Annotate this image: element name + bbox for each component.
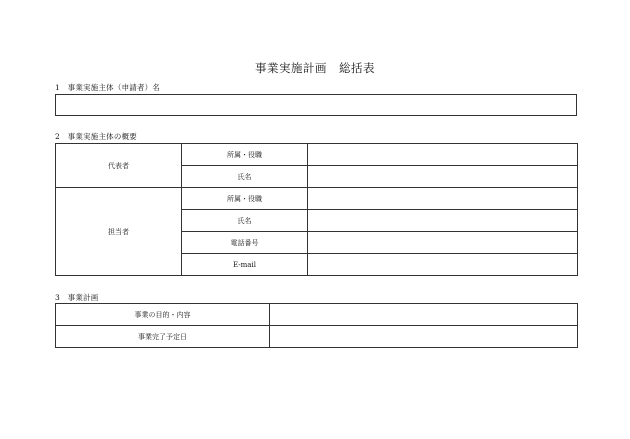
section3-heading: 3 事業計画 — [55, 293, 99, 302]
contact-email-label: E-mail — [182, 254, 308, 276]
table-row — [56, 304, 578, 326]
purpose-label: 事業の目的・内容 — [56, 304, 270, 326]
rep-name-field[interactable] — [308, 166, 578, 188]
purpose-field[interactable] — [270, 304, 578, 326]
table-row — [56, 144, 578, 166]
table-row — [56, 188, 578, 210]
contact-name-field[interactable] — [308, 210, 578, 232]
rep-position-field[interactable] — [308, 144, 578, 166]
contact-label: 担当者 — [56, 188, 182, 276]
page-title: 事業実施計画 総括表 — [255, 61, 375, 75]
contact-name-label: 氏名 — [182, 210, 308, 232]
contact-position-field[interactable] — [308, 188, 578, 210]
completion-date-field[interactable] — [270, 326, 578, 348]
table-row — [56, 326, 578, 348]
contact-phone-label: 電話番号 — [182, 232, 308, 254]
representative-label: 代表者 — [56, 144, 182, 188]
plan-table — [55, 303, 578, 348]
contact-email-field[interactable] — [308, 254, 578, 276]
contact-phone-field[interactable] — [308, 232, 578, 254]
contact-position-label: 所属・役職 — [182, 188, 308, 210]
section1-heading: 1 事業実施主体（申請者）名 — [55, 83, 161, 92]
completion-date-label: 事業完了予定日 — [56, 326, 270, 348]
overview-table — [55, 143, 578, 276]
section2-heading: 2 事業実施主体の概要 — [55, 132, 137, 141]
rep-name-label: 氏名 — [182, 166, 308, 188]
applicant-name-field[interactable] — [55, 94, 577, 116]
rep-position-label: 所属・役職 — [182, 144, 308, 166]
